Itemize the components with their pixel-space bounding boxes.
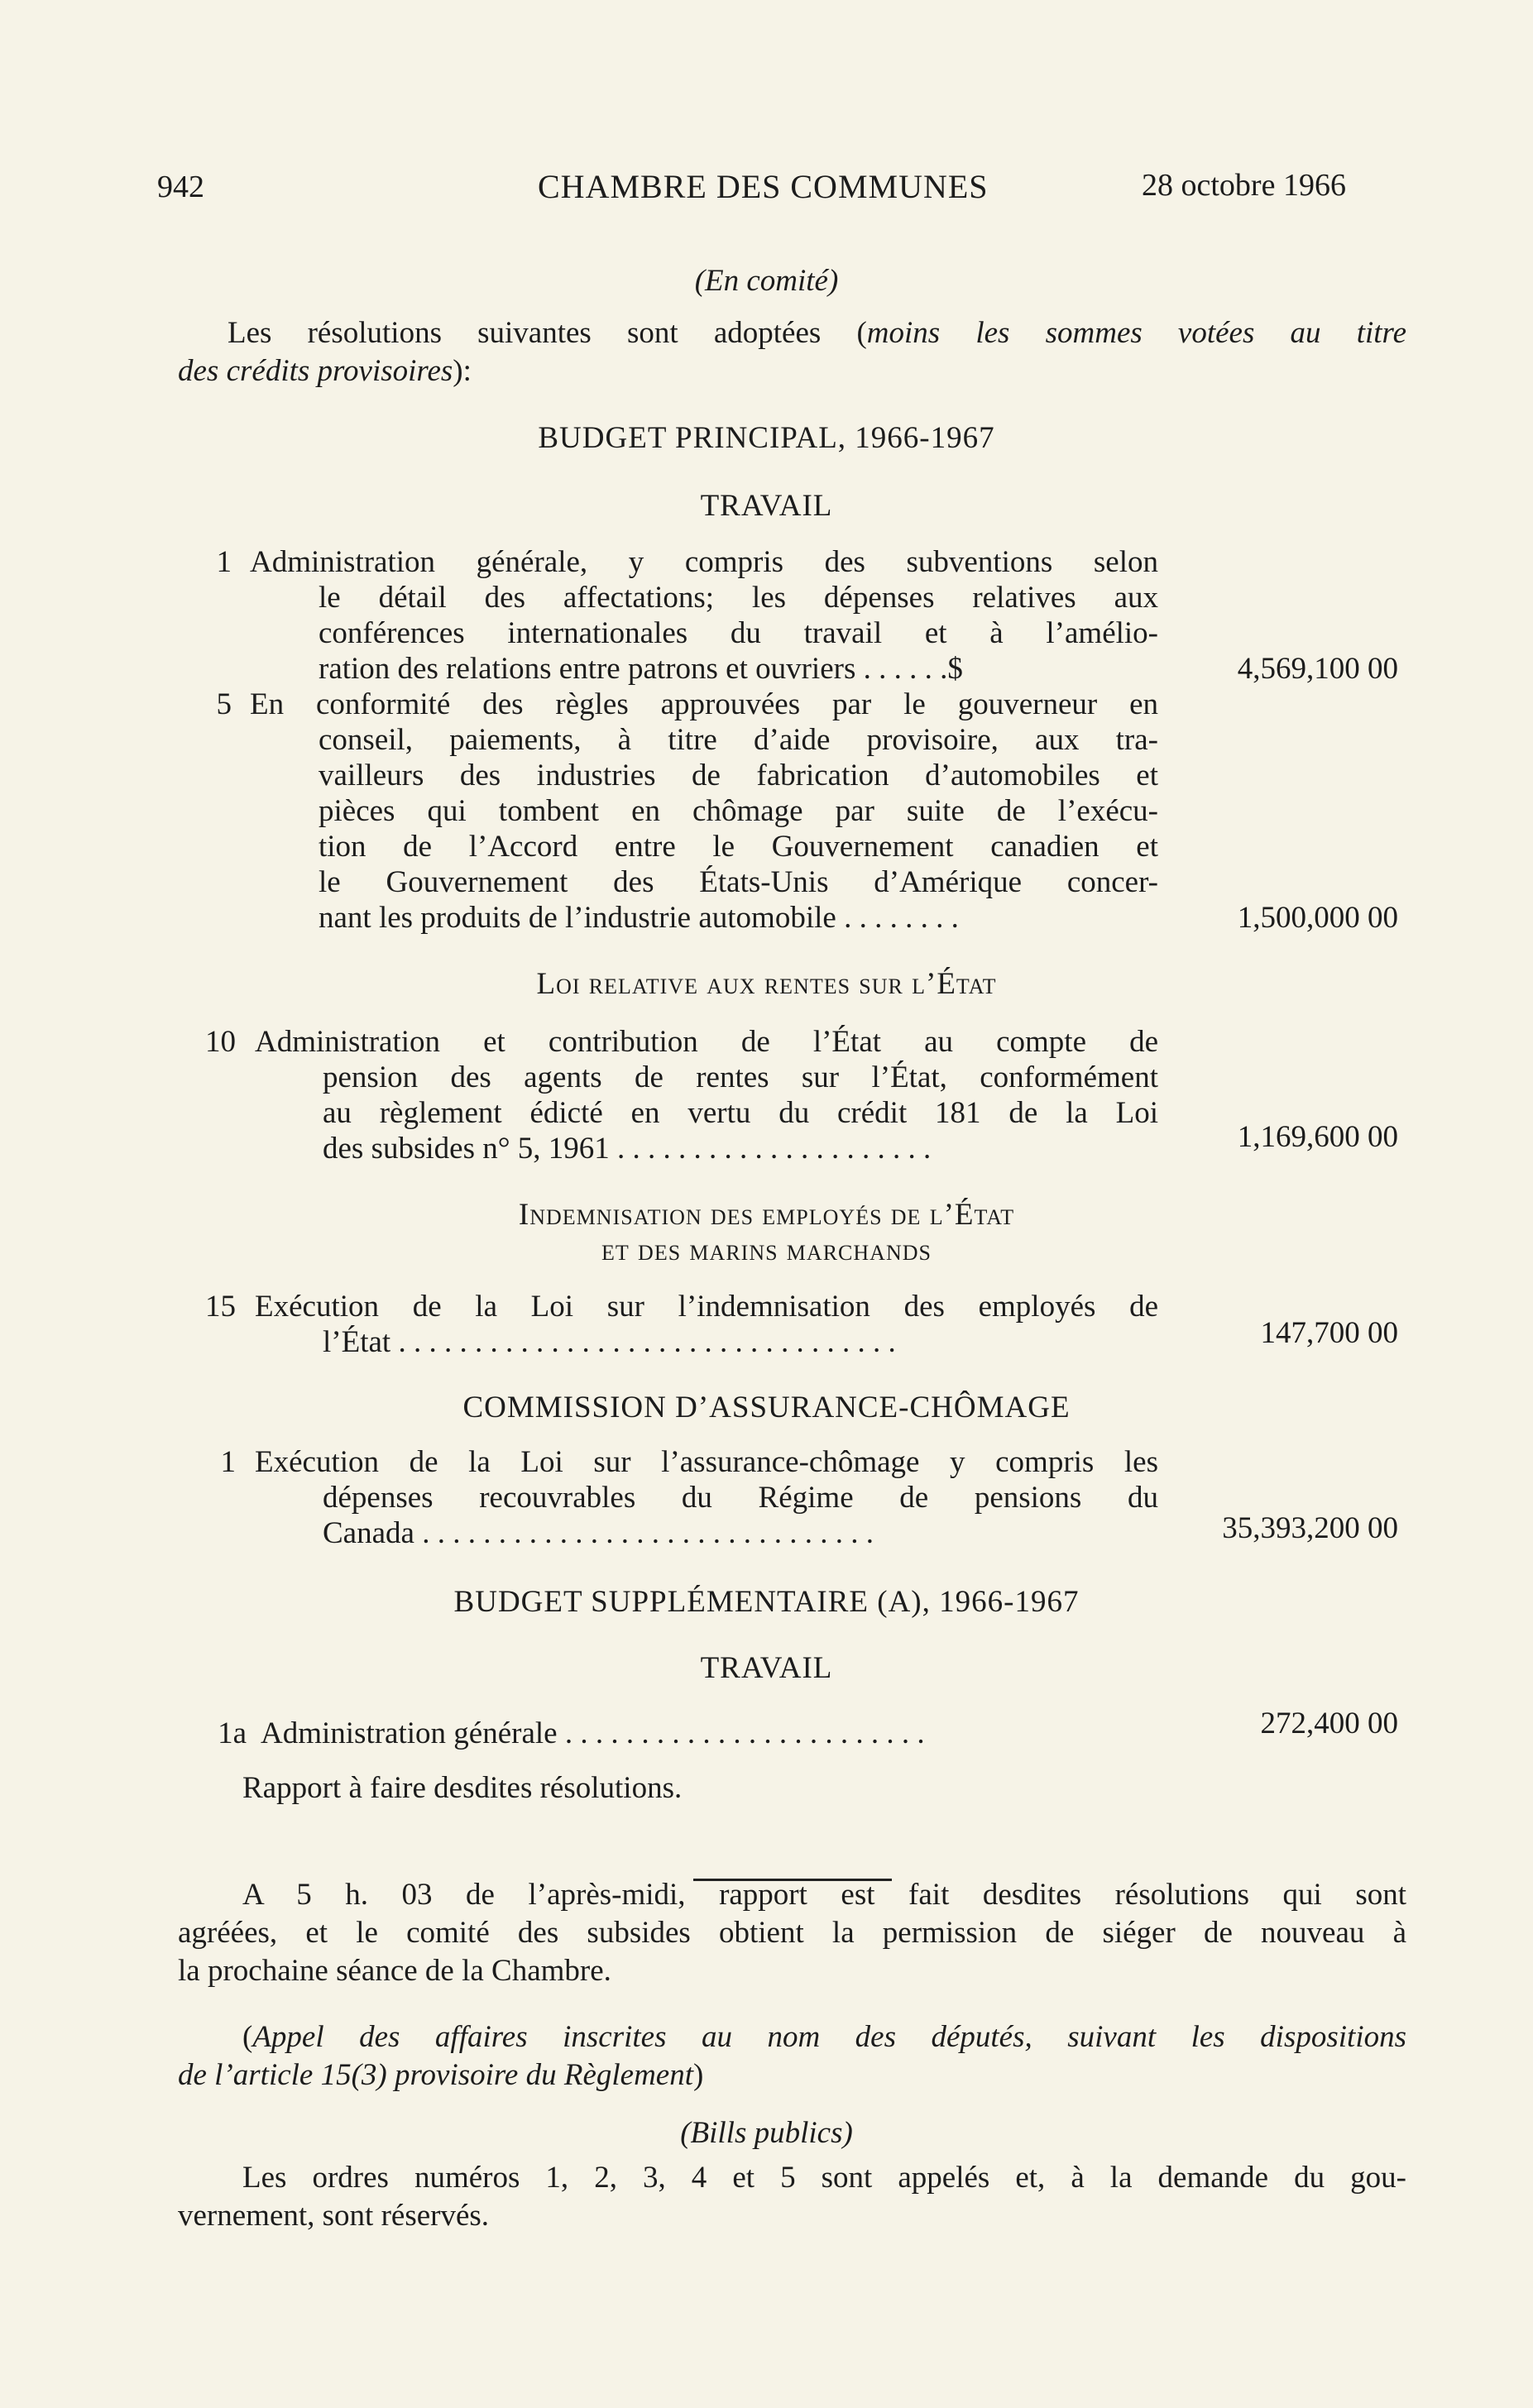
item-1-line-2: le détail des affectations; les dépenses relatives aux [319, 581, 1158, 615]
closing-p1-line-3: la prochaine séance de la Chambre. [178, 1954, 611, 1988]
item-1a-leader: . . . . . . . . . . . . . . . . . . . . . . . . [564, 1716, 925, 1750]
item-5-line-1: En conformité des règles approuvées par le gouverneur en [250, 687, 1158, 721]
item-5-leader: . . . . . . . . [844, 901, 959, 935]
item-1b-text [255, 1444, 1158, 1551]
item-1a-amount: 272,400 00 [1260, 1707, 1398, 1740]
item-10-amount: 1,169,600 00 [1237, 1120, 1398, 1154]
item-5-line-7: nant les produits de l’industrie automobile . . . . . . . . [319, 901, 959, 935]
item-5-amount: 1,500,000 00 [1237, 901, 1398, 935]
indemnisation-heading-1: Indemnisation des employés de l’État [518, 1198, 1015, 1232]
travail-supp-heading: TRAVAIL [700, 1651, 833, 1685]
closing-p1-line-2: agréées, et le comité des subsides obtient la permission de siéger de nouveau à [178, 1916, 1406, 1950]
closing-paragraph-2 [178, 2018, 1406, 2094]
intro-paragraph [178, 314, 1406, 390]
rapport-line: Rapport à faire desdites résolutions. [242, 1771, 683, 1805]
item-1-line-3: conférences internationales du travail et à l’amélio- [319, 616, 1158, 650]
item-1-line-1: Administration générale, y compris des subventions selon [250, 545, 1158, 579]
closing-p3-line-1: Les ordres numéros 1, 2, 3, 4 et 5 sont appelés et, à la demande du gou- [242, 2161, 1406, 2195]
closing-p1-line-1: A 5 h. 03 de l’après-midi, rapport est fait desdites résolutions qui sont [242, 1878, 1406, 1912]
item-15-line-1: Exécution de la Loi sur l’indemnisation des employés de [255, 1290, 1158, 1324]
item-15-amount: 147,700 00 [1260, 1316, 1398, 1350]
item-5-text [250, 687, 1158, 936]
item-1b-number: 1 [220, 1445, 236, 1479]
item-5-line-2: conseil, paiements, à titre d’aide provisoire, aux tra- [319, 723, 1158, 757]
budget-supplementaire-title: BUDGET SUPPLÉMENTAIRE (A), 1966-1967 [453, 1585, 1080, 1619]
item-10-number: 10 [205, 1025, 236, 1059]
item-10-leader: . . . . . . . . . . . . . . . . . . . . . [617, 1132, 932, 1166]
intro-line-1: Les résolutions suivantes sont adoptées (moins les sommes votées au titre [228, 316, 1406, 350]
closing-paragraph-3 [178, 2159, 1406, 2235]
item-5-line-5: tion de l’Accord entre le Gouvernement canadien et [319, 830, 1158, 864]
item-5-line-6: le Gouvernement des États-Unis d’Amérique concer- [319, 865, 1158, 899]
closing-p2-line-1: (Appel des affaires inscrites au nom des députés, suivant les dispositions [242, 2020, 1406, 2054]
item-5-number: 5 [216, 687, 232, 721]
item-1b-amount: 35,393,200 00 [1222, 1511, 1398, 1545]
item-1-amount: 4,569,100 00 [1237, 652, 1398, 686]
item-10-line-4: des subsides n° 5, 1961 . . . . . . . . . . . . . . . . . . . . . [323, 1132, 932, 1166]
item-15-number: 15 [205, 1290, 236, 1324]
item-15-leader: . . . . . . . . . . . . . . . . . . . . . . . . . . . . . . . . . [398, 1325, 896, 1359]
budget-principal-title: BUDGET PRINCIPAL, 1966-1967 [538, 421, 995, 455]
indemnisation-heading-2: et des marins marchands [601, 1233, 932, 1267]
bills-publics-heading: (Bills publics) [680, 2116, 853, 2150]
item-15-line-2: l’État . . . . . . . . . . . . . . . . . . . . . . . . . . . . . . . . . [323, 1325, 896, 1359]
item-1b-leader: . . . . . . . . . . . . . . . . . . . . . . . . . . . . . . [422, 1516, 874, 1550]
page-title: CHAMBRE DES COMMUNES [538, 168, 989, 205]
closing-paragraph-1 [178, 1876, 1406, 1990]
page-number: 942 [157, 170, 204, 204]
item-10-line-3: au règlement édicté en vertu du crédit 181 de la Loi [323, 1096, 1158, 1130]
item-1-leader: . . . . . .$ [863, 652, 963, 686]
commission-heading: COMMISSION D’ASSURANCE-CHÔMAGE [462, 1391, 1071, 1424]
closing-p3-line-2: vernement, sont réservés. [178, 2199, 490, 2233]
intro-line-2: des crédits provisoires): [178, 354, 472, 388]
item-5-line-3: vailleurs des industries de fabrication d’automobiles et [319, 759, 1158, 792]
item-15-text [255, 1289, 1158, 1360]
rentes-heading: Loi relative aux rentes sur l’État [536, 967, 997, 1001]
item-1a-text [261, 1716, 1158, 1751]
item-1-number: 1 [216, 545, 232, 579]
closing-p2-line-2: de l’article 15(3) provisoire du Règlement) [178, 2058, 704, 2092]
item-1a-number: 1a [218, 1716, 247, 1750]
item-1a-line-1: Administration générale . . . . . . . . . . . . . . . . . . . . . . . . [261, 1716, 925, 1750]
item-10-line-1: Administration et contribution de l’État au compte de [255, 1025, 1158, 1059]
item-10-line-2: pension des agents de rentes sur l’État, conformément [323, 1060, 1158, 1094]
item-5-line-4: pièces qui tombent en chômage par suite de l’exécu- [319, 794, 1158, 828]
item-1-text [250, 544, 1158, 687]
item-1b-line-2: dépenses recouvrables du Régime de pensions du [323, 1481, 1158, 1515]
item-1-line-4: ration des relations entre patrons et ouvriers . . . . . .$ [319, 652, 963, 686]
item-10-text [255, 1024, 1158, 1166]
item-1b-line-1: Exécution de la Loi sur l’assurance-chômage y compris les [255, 1445, 1158, 1479]
page-date: 28 octobre 1966 [1142, 168, 1346, 203]
en-comite-heading: (En comité) [694, 264, 839, 298]
item-1b-line-3: Canada . . . . . . . . . . . . . . . . . . . . . . . . . . . . . . [323, 1516, 874, 1550]
travail-heading: TRAVAIL [700, 489, 833, 523]
